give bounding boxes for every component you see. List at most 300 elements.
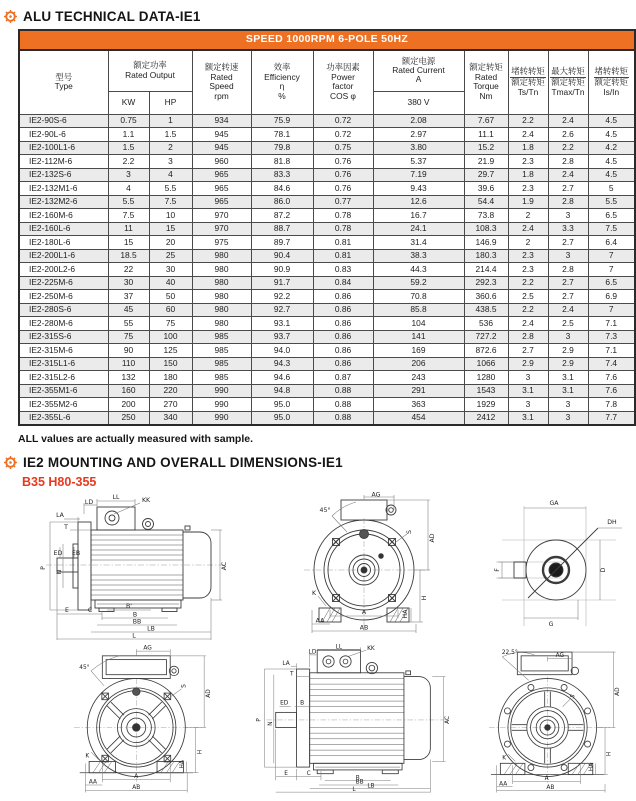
- cell-value: 132: [108, 371, 149, 385]
- cell-value: 1543: [464, 384, 508, 398]
- cell-value: 7.6: [588, 384, 635, 398]
- dim-label: AD: [615, 686, 622, 696]
- cell-value: 75: [108, 330, 149, 344]
- cell-value: 3: [149, 155, 192, 169]
- cell-model: IE2-132S-6: [19, 168, 108, 182]
- cell-value: 5: [588, 182, 635, 196]
- cell-value: 4.5: [588, 155, 635, 169]
- cell-model: IE2-225M-6: [19, 276, 108, 290]
- cell-value: 454: [373, 411, 464, 425]
- cell-value: 104: [373, 317, 464, 331]
- cell-value: 7.7: [588, 411, 635, 425]
- dim-label: B': [126, 602, 132, 610]
- cell-value: 536: [464, 317, 508, 331]
- cell-value: 5.5: [149, 182, 192, 196]
- table-row: [19, 263, 635, 277]
- dim-label: T: [290, 671, 294, 678]
- dimension-drawings: [0, 492, 636, 798]
- dim-label: L: [132, 632, 136, 639]
- cell-value: 38.3: [373, 249, 464, 263]
- cell-model: IE2-315L2-6: [19, 371, 108, 385]
- section1-header: [4, 9, 636, 24]
- cell-value: 0.72: [313, 114, 373, 128]
- cell-value: 3: [548, 209, 588, 223]
- cell-value: 83.3: [251, 168, 313, 182]
- dim-label: A: [134, 773, 139, 780]
- cell-value: 2.7: [548, 290, 588, 304]
- table-row: [19, 357, 635, 371]
- cell-value: 3: [548, 411, 588, 425]
- cell-value: 250: [108, 411, 149, 425]
- dim-label: LB: [367, 782, 375, 789]
- cell-value: 0.84: [313, 276, 373, 290]
- dim-label: E: [65, 606, 69, 614]
- cell-value: 70.8: [373, 290, 464, 304]
- cell-value: 110: [108, 357, 149, 371]
- cell-model: IE2-355L-6: [19, 411, 108, 425]
- cell-value: 3: [548, 330, 588, 344]
- cell-value: 2.8: [508, 330, 548, 344]
- dim-label: ED: [280, 699, 289, 706]
- cell-value: 985: [192, 344, 251, 358]
- cell-value: 2.7: [548, 276, 588, 290]
- cell-value: 2.3: [508, 182, 548, 196]
- cell-value: 44.3: [373, 263, 464, 277]
- dim-label: KK: [141, 496, 151, 504]
- cell-value: 95.0: [251, 411, 313, 425]
- cell-value: 438.5: [464, 303, 508, 317]
- cell-value: 975: [192, 236, 251, 250]
- table-row: [19, 330, 635, 344]
- cell-value: 970: [192, 209, 251, 223]
- cell-value: 3: [508, 371, 548, 385]
- cell-value: 872.6: [464, 344, 508, 358]
- cell-model: IE2-90L-6: [19, 128, 108, 142]
- cell-value: 2.2: [508, 303, 548, 317]
- col-header-rated-torque: 额定转矩 Rated Torque Nm: [464, 50, 508, 114]
- cell-value: 24.1: [373, 222, 464, 236]
- cell-model: IE2-280S-6: [19, 303, 108, 317]
- dim-label: P: [40, 565, 47, 570]
- cell-model: IE2-100L1-6: [19, 141, 108, 155]
- cell-value: 180.3: [464, 249, 508, 263]
- cell-value: 55: [108, 317, 149, 331]
- cell-value: 0.86: [313, 317, 373, 331]
- cell-model: IE2-315S-6: [19, 330, 108, 344]
- diagram-front-view-small: [268, 492, 466, 642]
- cell-value: 2: [508, 236, 548, 250]
- cell-value: 990: [192, 411, 251, 425]
- cell-value: 18.5: [108, 249, 149, 263]
- cell-value: 0.76: [313, 168, 373, 182]
- cell-value: 180: [149, 371, 192, 385]
- cell-value: 2.2: [508, 276, 548, 290]
- dim-label: K: [85, 753, 90, 760]
- cell-value: 84.6: [251, 182, 313, 196]
- cell-value: 990: [192, 384, 251, 398]
- diagram-front-view-22deg: [457, 640, 636, 798]
- cell-value: 243: [373, 371, 464, 385]
- dim-label: LD: [84, 498, 94, 506]
- cell-value: 93.7: [251, 330, 313, 344]
- dim-label: T: [64, 523, 68, 531]
- cell-value: 0.87: [313, 371, 373, 385]
- cell-value: 0.77: [313, 195, 373, 209]
- col-header-power-factor: 功率因素 Power factor COS φ: [313, 50, 373, 114]
- cell-value: 2.4: [508, 222, 548, 236]
- cell-value: 75.9: [251, 114, 313, 128]
- diagram-side-view-large: [238, 640, 457, 798]
- dim-label: AA: [498, 780, 508, 787]
- cell-value: 2.4: [548, 114, 588, 128]
- cell-model: IE2-160L-6: [19, 222, 108, 236]
- cell-value: 3.1: [548, 384, 588, 398]
- cell-value: 86.0: [251, 195, 313, 209]
- cell-value: 214.4: [464, 263, 508, 277]
- cell-value: 206: [373, 357, 464, 371]
- cell-value: 2.4: [548, 303, 588, 317]
- cell-value: 2412: [464, 411, 508, 425]
- cell-value: 7.6: [588, 371, 635, 385]
- table-row: [19, 209, 635, 223]
- gear-icon: [4, 456, 17, 469]
- cell-value: 0.86: [313, 344, 373, 358]
- col-header-type: 型号 Type: [19, 50, 108, 114]
- dim-label: C: [87, 606, 93, 614]
- table-row: [19, 371, 635, 385]
- cell-model: IE2-200L1-6: [19, 249, 108, 263]
- dim-label: H: [421, 595, 428, 600]
- cell-value: 1.8: [508, 141, 548, 155]
- cell-value: 4.5: [588, 114, 635, 128]
- cell-value: 2: [508, 209, 548, 223]
- table-row: [19, 141, 635, 155]
- cell-value: 45: [108, 303, 149, 317]
- cell-value: 2.6: [548, 128, 588, 142]
- dim-label: A: [544, 775, 549, 782]
- table-row: [19, 276, 635, 290]
- cell-value: 2.08: [373, 114, 464, 128]
- cell-value: 0.78: [313, 222, 373, 236]
- table-row: [19, 222, 635, 236]
- cell-value: 3: [548, 249, 588, 263]
- section2-header: [4, 455, 636, 470]
- cell-model: IE2-132M1-6: [19, 182, 108, 196]
- dim-label: ED: [53, 549, 63, 557]
- cell-value: 7.19: [373, 168, 464, 182]
- col-header-efficiency: 效率 Efficiency η %: [251, 50, 313, 114]
- cell-value: 2.5: [548, 317, 588, 331]
- cell-value: 31.4: [373, 236, 464, 250]
- cell-value: 89.7: [251, 236, 313, 250]
- diagram-side-view-small: [0, 492, 268, 642]
- cell-value: 2.9: [548, 357, 588, 371]
- cell-value: 0.81: [313, 236, 373, 250]
- cell-value: 6.4: [588, 236, 635, 250]
- cell-value: 95.0: [251, 398, 313, 412]
- cell-value: 934: [192, 114, 251, 128]
- cell-value: 980: [192, 317, 251, 331]
- cell-value: 965: [192, 195, 251, 209]
- cell-value: 92.7: [251, 303, 313, 317]
- dim-label: LL: [335, 643, 343, 650]
- table-row: [19, 398, 635, 412]
- cell-value: 340: [149, 411, 192, 425]
- table-row: [19, 290, 635, 304]
- dim-label: 22.5°: [501, 649, 518, 656]
- cell-value: 5.37: [373, 155, 464, 169]
- cell-value: 2.4: [508, 128, 548, 142]
- table-row: [19, 384, 635, 398]
- cell-value: 7.1: [588, 344, 635, 358]
- cell-value: 980: [192, 276, 251, 290]
- cell-value: 90: [108, 344, 149, 358]
- cell-value: 1.5: [108, 141, 149, 155]
- dim-label: KK: [367, 645, 375, 652]
- dim-label: LB: [147, 625, 155, 632]
- cell-value: 87.2: [251, 209, 313, 223]
- cell-value: 100: [149, 330, 192, 344]
- cell-value: 727.2: [464, 330, 508, 344]
- dim-label: AG: [555, 652, 564, 659]
- diagram-front-view-large: [42, 640, 238, 798]
- cell-value: 2.2: [548, 141, 588, 155]
- dim-label: G: [548, 620, 554, 628]
- cell-value: 11: [108, 222, 149, 236]
- cell-value: 360.6: [464, 290, 508, 304]
- cell-value: 2.4: [548, 168, 588, 182]
- col-header-kw: KW: [108, 91, 149, 114]
- cell-value: 2.8: [548, 263, 588, 277]
- cell-value: 980: [192, 303, 251, 317]
- cell-value: 0.86: [313, 357, 373, 371]
- cell-value: 30: [149, 263, 192, 277]
- dim-label: DH: [607, 518, 617, 526]
- cell-value: 88.7: [251, 222, 313, 236]
- cell-value: 3.80: [373, 141, 464, 155]
- cell-value: 990: [192, 398, 251, 412]
- cell-value: 7: [588, 263, 635, 277]
- cell-value: 75: [149, 317, 192, 331]
- cell-value: 3.1: [508, 384, 548, 398]
- cell-model: IE2-355M2-6: [19, 398, 108, 412]
- cell-value: 5.5: [108, 195, 149, 209]
- table-row: [19, 236, 635, 250]
- cell-value: 2.8: [548, 155, 588, 169]
- cell-model: IE2-315M-6: [19, 344, 108, 358]
- cell-value: 85.8: [373, 303, 464, 317]
- cell-value: 200: [108, 398, 149, 412]
- dim-label: EB: [71, 549, 81, 557]
- dim-label: 45°: [319, 506, 331, 514]
- cell-value: 169: [373, 344, 464, 358]
- table-row: [19, 411, 635, 425]
- cell-value: 960: [192, 155, 251, 169]
- dim-label: AB: [546, 784, 555, 791]
- spec-table: [18, 29, 636, 426]
- cell-value: 21.9: [464, 155, 508, 169]
- cell-value: 20: [149, 236, 192, 250]
- cell-value: 0.88: [313, 398, 373, 412]
- cell-value: 0.76: [313, 182, 373, 196]
- cell-value: 15: [108, 236, 149, 250]
- cell-value: 0.86: [313, 303, 373, 317]
- cell-value: 7.1: [588, 317, 635, 331]
- table-row: [19, 114, 635, 128]
- dim-label: S: [181, 683, 188, 688]
- cell-value: 1929: [464, 398, 508, 412]
- gear-icon: [4, 10, 17, 23]
- cell-value: 985: [192, 330, 251, 344]
- table-row: [19, 195, 635, 209]
- dim-label: AC: [445, 715, 452, 724]
- cell-value: 90.9: [251, 263, 313, 277]
- cell-value: 965: [192, 182, 251, 196]
- cell-value: 0.75: [313, 141, 373, 155]
- cell-value: 91.7: [251, 276, 313, 290]
- cell-value: 3: [548, 398, 588, 412]
- cell-value: 7.5: [588, 222, 635, 236]
- page-title: ALU TECHNICAL DATA-IE1: [23, 9, 201, 24]
- dim-label: N: [56, 569, 63, 574]
- dim-label: LD: [308, 648, 317, 655]
- cell-value: 1066: [464, 357, 508, 371]
- table-row: [19, 168, 635, 182]
- cell-value: 2.9: [548, 344, 588, 358]
- note-text: ALL values are actually measured with sample.: [18, 432, 253, 445]
- dim-label: LA: [56, 511, 64, 519]
- dim-label: AG: [143, 645, 152, 652]
- cell-value: 0.72: [313, 128, 373, 142]
- cell-value: 292.3: [464, 276, 508, 290]
- cell-value: 980: [192, 290, 251, 304]
- cell-value: 0.86: [313, 330, 373, 344]
- cell-model: IE2-200L2-6: [19, 263, 108, 277]
- cell-value: 5.5: [588, 195, 635, 209]
- dim-label: LL: [112, 493, 120, 501]
- cell-value: 15: [149, 222, 192, 236]
- col-header-rated-speed: 额定转速 Rated Speed rpm: [192, 50, 251, 114]
- cell-model: IE2-90S-6: [19, 114, 108, 128]
- cell-value: 4.5: [588, 168, 635, 182]
- cell-value: 2: [149, 141, 192, 155]
- col-header-rated-current: 额定电源 Rated Current A: [373, 50, 464, 91]
- cell-value: 1.8: [508, 168, 548, 182]
- cell-value: 220: [149, 384, 192, 398]
- dim-label: AA: [88, 779, 97, 786]
- cell-value: 78.1: [251, 128, 313, 142]
- table-row: [19, 155, 635, 169]
- col-header-tmax-tn: 最大转矩 额定转矩 Tmax/Tn: [548, 50, 588, 114]
- cell-value: 6.5: [588, 276, 635, 290]
- dim-label: K: [502, 755, 506, 762]
- cell-value: 980: [192, 263, 251, 277]
- dim-label: AB: [359, 624, 369, 631]
- dim-label: S: [406, 529, 413, 534]
- cell-value: 59.2: [373, 276, 464, 290]
- cell-value: 12.6: [373, 195, 464, 209]
- cell-value: 3.1: [508, 411, 548, 425]
- cell-value: 0.78: [313, 209, 373, 223]
- cell-value: 1: [149, 114, 192, 128]
- cell-value: 94.6: [251, 371, 313, 385]
- dim-label: 45°: [79, 664, 90, 671]
- dim-label: AD: [429, 533, 436, 542]
- cell-value: 150: [149, 357, 192, 371]
- cell-value: 270: [149, 398, 192, 412]
- col-header-voltage: 380 V: [373, 91, 464, 114]
- cell-value: 50: [149, 290, 192, 304]
- cell-value: 94.0: [251, 344, 313, 358]
- cell-value: 9.43: [373, 182, 464, 196]
- cell-value: 60: [149, 303, 192, 317]
- cell-value: 10: [149, 209, 192, 223]
- cell-value: 980: [192, 249, 251, 263]
- cell-value: 7.4: [588, 357, 635, 371]
- dim-label: S: [569, 693, 577, 700]
- dim-label: L: [352, 786, 356, 793]
- cell-value: 0.88: [313, 411, 373, 425]
- cell-value: 7.5: [149, 195, 192, 209]
- dim-label: HA: [402, 609, 409, 618]
- cell-value: 291: [373, 384, 464, 398]
- cell-model: IE2-160M-6: [19, 209, 108, 223]
- cell-model: IE2-280M-6: [19, 317, 108, 331]
- dim-label: H: [197, 749, 204, 754]
- cell-value: 108.3: [464, 222, 508, 236]
- cell-value: 7.3: [588, 330, 635, 344]
- cell-value: 92.2: [251, 290, 313, 304]
- cell-value: 0.76: [313, 155, 373, 169]
- cell-value: 2.9: [508, 357, 548, 371]
- cell-value: 4.2: [588, 141, 635, 155]
- cell-value: 94.8: [251, 384, 313, 398]
- cell-value: 2.3: [508, 155, 548, 169]
- cell-value: 2.7: [548, 182, 588, 196]
- cell-value: 2.7: [508, 344, 548, 358]
- cell-value: 90.4: [251, 249, 313, 263]
- cell-value: 0.88: [313, 384, 373, 398]
- diagram-shaft-detail: [466, 492, 636, 642]
- dim-label: AG: [371, 491, 381, 498]
- dim-label: B: [132, 611, 138, 618]
- dim-label: AD: [205, 688, 212, 698]
- dim-label: F: [494, 567, 501, 572]
- cell-model: IE2-180L-6: [19, 236, 108, 250]
- cell-model: IE2-315L1-6: [19, 357, 108, 371]
- cell-value: 945: [192, 141, 251, 155]
- cell-value: 7.8: [588, 398, 635, 412]
- cell-value: 16.7: [373, 209, 464, 223]
- cell-value: 22: [108, 263, 149, 277]
- dim-label: A: [361, 608, 367, 616]
- cell-value: 30: [108, 276, 149, 290]
- cell-value: 54.4: [464, 195, 508, 209]
- dim-label: HA: [179, 759, 186, 768]
- cell-value: 363: [373, 398, 464, 412]
- cell-value: 6.9: [588, 290, 635, 304]
- table-row: [19, 249, 635, 263]
- cell-value: 2.7: [548, 236, 588, 250]
- cell-value: 2.5: [508, 290, 548, 304]
- cell-value: 11.1: [464, 128, 508, 142]
- cell-value: 125: [149, 344, 192, 358]
- cell-value: 94.3: [251, 357, 313, 371]
- cell-value: 1.5: [149, 128, 192, 142]
- col-header-ts-tn: 堵转转矩 额定转矩 Ts/Tn: [508, 50, 548, 114]
- dim-label: LA: [282, 660, 290, 667]
- cell-value: 141: [373, 330, 464, 344]
